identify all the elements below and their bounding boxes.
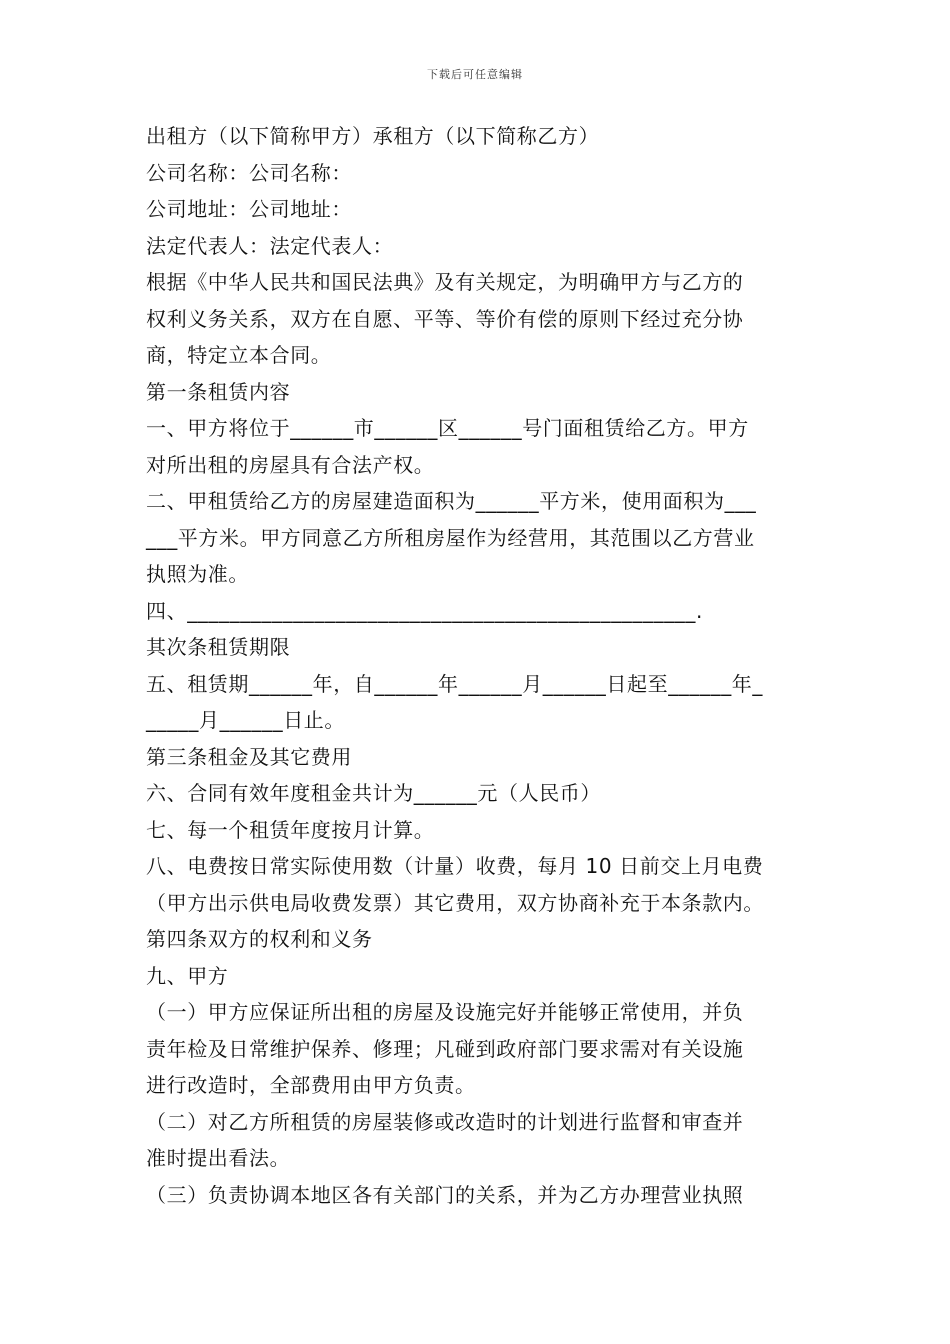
article-heading: 第一条租赁内容 [146,379,291,404]
clause-line: ___平方米。甲方同意乙方所租房屋作为经营用，其范围以乙方营业 [146,525,755,550]
clause-line: （一）甲方应保证所出租的房屋及设施完好并能够正常使用，并负 [146,1000,744,1024]
clause-line: （二）对乙方所租赁的房屋装修或改造时的计划进行监督和审查并 [146,1109,744,1134]
clause-line: （甲方出示供电局收费发票）其它费用，双方协商补充于本条款内。 [146,890,764,915]
preamble-line: 权利义务关系，双方在自愿、平等、等价有偿的原则下经过充分协 [146,306,744,331]
company-name-line: 公司名称：公司名称： [146,160,352,185]
clause-line: 一、甲方将位于______市______区______号门面租赁给乙方。甲方 [146,416,749,440]
clause-line: （三）负责协调本地区各有关部门的关系，并为乙方办理营业执照 [146,1182,744,1207]
clause-line: 七、每一个租赁年度按月计算。 [146,817,435,842]
legal-representative-line: 法定代表人：法定代表人： [146,233,394,258]
contract-body [146,118,816,1213]
clause-line: 责年检及日常维护保养、修理；凡碰到政府部门要求需对有关设施 [146,1036,744,1061]
clause-line: 进行改造时，全部费用由甲方负责。 [146,1073,476,1097]
preamble-line: 商，特定立本合同。 [146,343,332,367]
clause-line: 九、甲方 [146,963,229,988]
clause-line: 八、电费按日常实际使用数（计量）收费，每月 10 日前交上月电费 [146,854,764,878]
clause-line: 四、________________________________________________. [146,598,703,623]
party-heading: 出租方（以下简称甲方）承租方（以下简称乙方） [146,124,600,148]
article-heading: 第四条双方的权利和义务 [146,927,373,951]
preamble-line: 根据《中华人民共和国民法典》及有关规定，为明确甲方与乙方的 [146,270,744,294]
clause-line: 五、租赁期______年，自______年______月______日起至______年_ [146,671,763,696]
clause-line: 二、甲租赁给乙方的房屋建造面积为______平方米，使用面积为___ [146,489,757,513]
clause-line: 执照为准。 [146,562,249,586]
header-note: 下载后可任意编辑 [427,68,523,81]
clause-line: 准时提出看法。 [146,1146,291,1170]
article-heading: 第三条租金及其它费用 [146,744,352,769]
clause-line: 对所出租的房屋具有合法产权。 [146,452,435,477]
article-heading: 其次条租赁期限 [146,635,291,659]
company-address-line: 公司地址：公司地址： [146,197,352,221]
clause-line: _____月______日止。 [146,708,345,732]
clause-line: 六、合同有效年度租金共计为______元（人民币） [146,781,601,805]
